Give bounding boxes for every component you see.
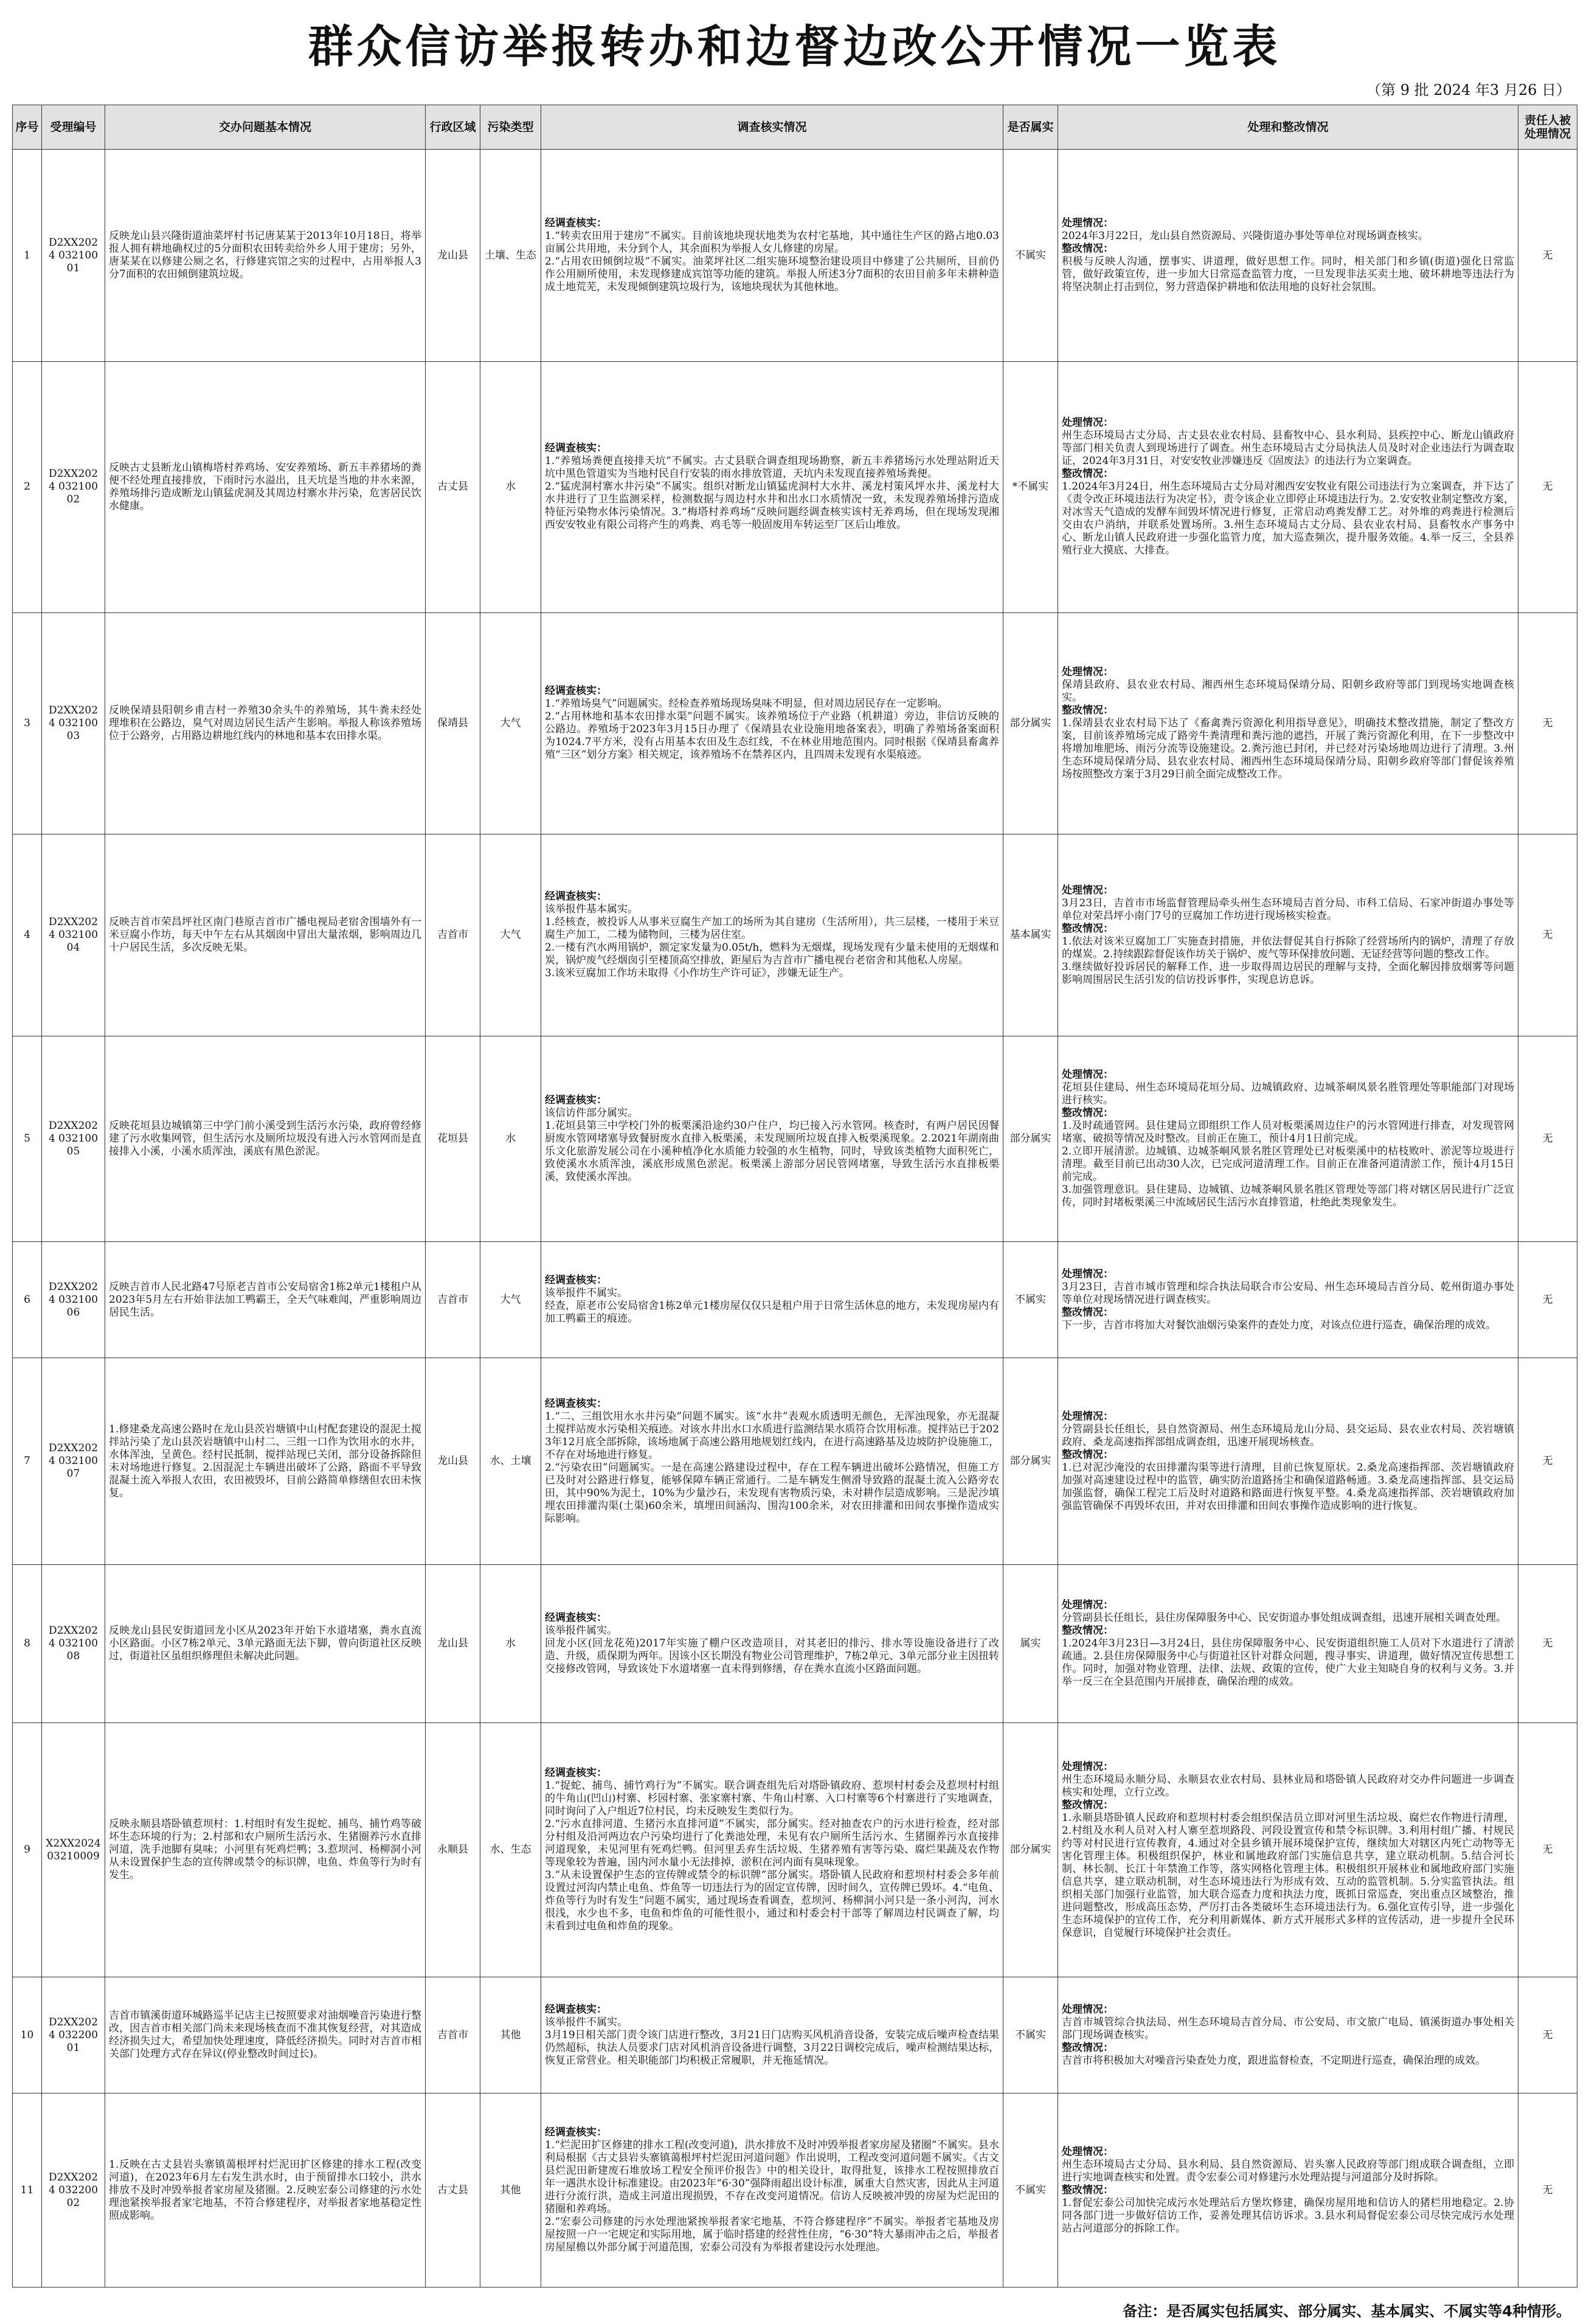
cell-region: 保靖县 (426, 612, 480, 834)
paragraph-text: 分管副县长任组长，县住房保障服务中心、民安街道办事处组成调查组，迅速开展相关调查处理。 (1062, 1611, 1506, 1624)
table-row (13, 1977, 1577, 2093)
paragraph (545, 217, 999, 255)
cell-region: 吉首市 (426, 1977, 480, 2093)
paragraph (545, 1094, 999, 1120)
section-heading: 处理情况： (1062, 1760, 1113, 1773)
paragraph (545, 916, 999, 942)
section-heading: 整改情况： (1062, 468, 1113, 480)
paragraph (545, 1767, 999, 1818)
cell-basic: 反映花垣县边城镇第三中学门前小溪受到生活污水污染，政府曾经修建了污水收集网管，但生活污水及厕所垃圾没有进入污水管网而是直接排入小溪，小溪水质浑浊，溪底有黑色淤泥。 (105, 1036, 426, 1242)
cell-ptype: 土壤、生态 (480, 150, 541, 362)
table-row (13, 834, 1577, 1036)
paragraph (1062, 1625, 1514, 1688)
cell-handle (1058, 1242, 1518, 1358)
paragraph-text: 该举报件不属实。 (545, 2016, 628, 2028)
paragraph (1062, 1599, 1514, 1625)
paragraph (545, 710, 999, 761)
cell-basic: 反映保靖县阳朝乡甫吉村一养殖30余头牛的养殖场，其牛粪未经处理堆积在公路边，臭气对周边居民生活产生影响。举报人称该养殖场位于公路旁，占用路边耕地红线内的林地和基本农田排水渠。 (105, 612, 426, 834)
cell-region: 花垣县 (426, 1036, 480, 1242)
paragraph (1062, 1306, 1514, 1332)
paragraph-text: 下一步，吉首市将加大对餐饮油烟污染案件的查处力度，对该点位进行巡查，确保治理的成效。 (1062, 1319, 1496, 1331)
cell-seq: 6 (13, 1242, 42, 1358)
paragraph-text: 1.花垣县第三中学校门外的板栗溪沿途约30户住户，均已接入污水管网。核查时，有两户居民因餐厨废水管网堵塞导致餐厨废水直排入板栗溪，未发现厕所垃圾直排入板栗溪现象。2.2021年湖南曲乐文化旅游发展公司在小溪种植净化水质能力较强的水生植物，同时，导致该类植物大面积死亡，致使溪水水质浑浊，溪底形成黑色淤泥。板栗溪上游部分居民管网堵塞，导致生活污水直排板栗溪，致使溪水浑浊。 (545, 1120, 999, 1184)
paragraph-text: 1.及时疏通管网。县住建局立即组织工作人员对板栗溪周边住户的污水管网进行排查，对发现管网堵塞、破损等情况及时整改。目前正在施工，预计4月1日前完成。 (1062, 1120, 1514, 1145)
paragraph (545, 1120, 999, 1184)
cell-verify (541, 150, 1003, 362)
paragraph (1062, 243, 1514, 294)
cell-resp: 无 (1518, 834, 1577, 1036)
cell-ptype: 其他 (480, 1977, 541, 2093)
paragraph-text: 1.“转卖农田用于建房”不属实。目前该地块现状地类为农村宅基地，其中通往生产区的路占地0.03亩属公共用地，未分到个人，其余面积为举报人女儿修建的房屋。 (545, 230, 999, 255)
cell-ptype: 水 (480, 1036, 541, 1242)
cell-seq: 3 (13, 612, 42, 834)
paragraph-text: 3.继续做好投诉居民的解释工作，进一步取得周边居民的理解与支持，全面化解因排放烟雾等问题影响周围居民生活引发的信访投诉事件，实现息访息诉。 (1062, 960, 1514, 986)
section-heading: 经调查核实： (545, 1767, 607, 1780)
paragraph (545, 2126, 999, 2216)
col-real: 是否属实 (1003, 105, 1058, 150)
paragraph-text: 2.“污水直排河道、生猪污水直排河道”不属实，部分属实。经对抽查农户的污水进行检查，经对部分村组及沿河两边农户污染均进行了化粪池处理，未见有农户厕所生活污水、生猪圈养污水直接排河道现象，未见河里有死鸡烂鸭。但河里丢弃生活垃圾、生猪养殖有害等污染、腐烂果蔬及农作物等现象较为普遍，国内河水量小无法排掉，淤积在河内面有臭味现象。 (545, 1818, 999, 1869)
paragraph-text: 2.立即开展清淤。边城镇、边城茶峒风景名胜区管理处已对板栗溪中的枯枝败叶、淤泥等垃圾进行清理。截至目前已出动30人次，已完成河道清理工作。目前正在准备河道清淤工作，预计4月15日前完成。 (1062, 1145, 1514, 1184)
cell-basic: 反映吉首市人民北路47号原老吉首市公安局宿舍1栋2单元1楼租户从2023年5月左右开始非法加工鸭霸王，全天气味难闻，严重影响周边居民生活。 (105, 1242, 426, 1358)
cell-real: 不属实 (1003, 1977, 1058, 2093)
paragraph (545, 967, 999, 980)
table-row (13, 612, 1577, 834)
cell-region: 吉首市 (426, 834, 480, 1036)
batch-info: （第 9 批 2024 年3 月26 日） (1366, 82, 1571, 99)
section-heading: 整改情况： (1062, 1624, 1113, 1637)
paragraph (1062, 217, 1514, 243)
paragraph (545, 2029, 999, 2067)
paragraph (545, 480, 999, 532)
paragraph (1062, 1184, 1514, 1209)
cell-resp: 无 (1518, 362, 1577, 613)
section-heading: 整改情况： (1062, 1107, 1113, 1120)
col-basic: 交办问题基本情况 (105, 105, 426, 150)
cell-real: 基本属实 (1003, 834, 1058, 1036)
cell-handle (1058, 1036, 1518, 1242)
page-title: 群众信访举报转办和边督边改公开情况一览表 (308, 21, 1281, 73)
cell-id: D2XX2024 03210001 (42, 150, 105, 362)
section-heading: 经调查核实： (545, 1274, 607, 1287)
cell-basic: 反映龙山县民安街道回龙小区从2023年开始下水道堵塞，粪水直流小区路面。小区7栋2单元、3单元路面无法下脚，曾向街道社区反映过，街道社区虽组织修理但未解决此问题。 (105, 1564, 426, 1722)
cell-ptype: 大气 (480, 612, 541, 834)
paragraph (545, 1462, 999, 1525)
paragraph-text: 3月23日，吉首市市场监督管理局牵头州生态环境局吉首分局、市科工信局、石家冲街道办事处等单位对荣昌坪小南门7号的豆腐加工作坊进行现场核实检查。 (1062, 897, 1514, 922)
cell-resp: 无 (1518, 1242, 1577, 1358)
paragraph-text: 经查，原老市公安局宿舍1栋2单元1楼房屋仅仅只是租户用于日常生活休息的地方，未发现房屋内有加工鸭霸王的痕迹。 (545, 1300, 999, 1325)
paragraph-text: 1.依法对该米豆腐加工厂实施查封措施，并依法督促其自行拆除了经营场所内的锅炉，清理了存放的煤炭。2.持续跟踪督促该作坊关于锅炉、废气等环保排放问题、无证经营等问题的整改工作。 (1062, 935, 1514, 960)
col-verify: 调查核实情况 (541, 105, 1003, 150)
paragraph-text: 1.督促宏泰公司加快完成污水处理站后方堡坎修建，确保房屋用地和信访人的猪栏用地稳定。2.协同各部门进一步做好信访工作，妥善处理其信访诉求。3.县水利局督促宏泰公司尽快完成污水处理站占河道部分的拆除工作。 (1062, 2196, 1514, 2235)
col-ptype: 污染类型 (480, 105, 541, 150)
paragraph-text: 州生态环境局永顺分局、永顺县农业农村局、县林业局和塔卧镇人民政府对交办件问题进一步调查核实和处理，立行立改。 (1062, 1773, 1514, 1798)
paragraph-text: 1.“养殖场粪便直接排天坑”不属实。古丈县联合调查组现场勘察，新五丰养猪场污水处理站附近天坑中黑色管道实为当地村民自行安装的雨水排放管道，天坑内未发现直接养殖场粪便。 (545, 455, 999, 480)
paragraph-text: 1.“养殖场臭气”问题属实。经检查养殖场现场臭味不明显，但对周边居民存在一定影响。 (545, 698, 948, 710)
section-heading: 处理情况： (1062, 665, 1113, 678)
cell-id: D2XX2024 03210006 (42, 1242, 105, 1358)
cell-verify (541, 1358, 1003, 1564)
paragraph (545, 1300, 999, 1325)
paragraph (1062, 1761, 1514, 1799)
cell-seq: 11 (13, 2093, 42, 2288)
cell-real: 部分属实 (1003, 612, 1058, 834)
paragraph-text: 州生态环境局古丈分局、县水利局、县自然资源局、岩头寨人民政府等部门组成联合调查组，立即进行实地调查核实和处置。责令宏泰公司对修建污水处理站提与河道部分及时拆除。 (1062, 2158, 1514, 2184)
paragraph (545, 1612, 999, 1637)
section-heading: 整改情况： (1062, 1306, 1113, 1319)
cell-verify (541, 1036, 1003, 1242)
cell-basic: 吉首市镇溪街道环城路巡半记店主已按照要求对油烟噪音污染进行整改，因吉首市相关部门尚未来现场核查而不准其恢复经营，对其造成经济损失过大，希望加快处理速度，降低经济损失。同时对吉首市相关部门处理方式存在异议(停业整改时间过长)。 (105, 1977, 426, 2093)
section-heading: 经调查核实： (545, 890, 607, 903)
paragraph-text: 1.“二、三组饮用水水井污染”问题不属实。该“水井”表观水质透明无颜色，无浑浊现象，亦无混凝土搅拌站废水污染相关痕迹。对该水井出水口水质进行监测结果水质符合饮用标准。搅拌站已于2023年12月底全部拆除，该场地属于高速公路用地规划红线内，在进行高速路基及边坡防护设施施工，不存在对场地进行修复。 (545, 1410, 999, 1461)
cell-handle (1058, 150, 1518, 362)
paragraph (1062, 468, 1514, 557)
table-header-row (13, 105, 1577, 150)
paragraph (545, 255, 999, 294)
paragraph-text: 3.加强管理意识。县住建局、边城镇、边城茶峒风景名胜区管理处等部门将对辖区居民进行广泛宣传，同时封堵板栗溪三中流域居民生活污水直排管道，杜绝此类现象发生。 (1062, 1184, 1514, 1209)
cell-basic: 1.反映在古丈县岩头寨镇蔼根坪村烂泥田扩区修建的排水工程(改变河道)，在2023年6月左右发生洪水时，由于预留排水口较小，洪水排放不及时冲毁举报者家房屋及猪圈。2.反映宏泰公司修建的污水处理池紧挨举报者家宅地基，不符合修建程序，对举报者家地基稳定性照成影响。 (105, 2093, 426, 2288)
paragraph (1062, 884, 1514, 923)
paragraph (545, 1398, 999, 1462)
paragraph (1062, 2146, 1514, 2184)
paragraph (1062, 704, 1514, 781)
paragraph-text: 保靖县政府、县农业农村局、湘西州生态环境局保靖分局、阳朝乡政府等部门到现场实地调查核实。 (1062, 678, 1514, 704)
paragraph (545, 1818, 999, 1869)
table-row (13, 1564, 1577, 1722)
paragraph-text: 1.2024年3月24日，州生态环境局古丈分局对湘西安安牧业有限公司违法行为立案调查，并下达了《责令改正环境违法行为决定书》，责令该企业立即停止环境违法行为。2.安安牧业制定整改方案，对冰雪天气造成的发酵车间毁坏情况进行修复，正常启动鸡粪发酵工艺。对外堆的鸡粪进行检测后交由农户消纳，并联系处置场所。3.州生态环境局古丈分局、县农业农村局、县畜牧水产事务中心、断龙山镇人民政府进一步强化监管力度，加大巡查频次，提升服务效能。4.举一反三，全县养殖行业大摸底、大排查。 (1062, 480, 1514, 557)
cell-real: 部分属实 (1003, 1358, 1058, 1564)
col-seq: 序号 (13, 105, 42, 150)
paragraph (1062, 666, 1514, 704)
paragraph (1062, 1145, 1514, 1184)
paragraph (1062, 2003, 1514, 2042)
cell-resp: 无 (1518, 1977, 1577, 2093)
cell-region: 永顺县 (426, 1723, 480, 1977)
paragraph (1062, 1410, 1514, 1449)
section-heading: 整改情况： (1062, 1448, 1113, 1461)
paragraph (545, 2216, 999, 2254)
paragraph (1062, 417, 1514, 468)
paragraph-text: 3月19日相关部门责令该门店进行整改，3月21日门店购买风机消音设备，安装完成后噪声检查结果仍然超标，执法人员要求门店对风机消音设备进行调整，3月22日调校完成后，噪声检测结果达标，恢复正常营业。相关职能部门均积极正常履职，并无拖延情况。 (545, 2028, 999, 2067)
cell-region: 龙山县 (426, 1358, 480, 1564)
section-heading: 经调查核实： (545, 217, 607, 229)
cell-verify (541, 834, 1003, 1036)
section-heading: 经调查核实： (545, 1611, 607, 1624)
cell-real: 属实 (1003, 1564, 1058, 1722)
paragraph-text: 该举报件基本属实。 (545, 903, 638, 916)
footnote: 备注：是否属实包括属实、部分属实、基本属实、不属实等4种情形。 (1123, 2303, 1571, 2320)
paragraph-text: 回龙小区(回龙花苑)2017年实施了棚户区改造项目，对其老旧的排污、排水等设施设备进行了改造、升级，质保期为两年。因该小区长期没有物业公司管理维护，7栋2单元、3单元部分业主因扭转交接修改管网，导致该处下水道堵塞一直未得到修缮，存在粪水直流小区路面问题。 (545, 1637, 999, 1675)
cell-seq: 7 (13, 1358, 42, 1564)
section-heading: 处理情况： (1062, 1069, 1113, 1081)
paragraph-text: 1.已对泥沙淹没的农田排灌沟渠等进行清理，目前已恢复原状。2.桑龙高速指挥部、茨岩塘镇政府加强对高速建设过程中的监管，确实防治道路扬尘和确保道路畅通。3.桑龙高速指挥部、县交运局加强监督，确保工程完工后及时对道路和路面进行恢复平整。4.桑龙高速指挥部、茨岩塘镇政府加强监管确保不再毁坏农田，并对农田排灌和田间农事操作造成影响的进行恢复。 (1062, 1461, 1514, 1512)
paragraph (545, 442, 999, 480)
cell-seq: 9 (13, 1723, 42, 1977)
section-heading: 处理情况： (1062, 2003, 1113, 2016)
cell-id: D2XX2024 03210002 (42, 362, 105, 613)
cell-ptype: 其他 (480, 2093, 541, 2288)
paragraph-text: 吉首市城管综合执法局、州生态环境局吉首分局、市公安局、市文旅广电局、镇溪街道办事处相关部门现场调查核实。 (1062, 2016, 1514, 2041)
cell-seq: 10 (13, 1977, 42, 2093)
paragraph-text: 1.经核查，被投诉人从事米豆腐生产加工的场所为其自建房（生活所用），共三层楼，一楼用于米豆腐生产加工，二楼为储物间，三楼为居住室。 (545, 916, 999, 942)
section-heading: 经调查核实： (545, 2126, 607, 2139)
section-heading: 处理情况： (1062, 884, 1113, 897)
paragraph (1062, 961, 1514, 987)
paragraph-text: 积极与反映人沟通，摆事实、讲道理，做好思想工作。同时，相关部门和乡镇(街道)强化日常监管，做好政策宣传，进一步加大日常巡查监管力度，一旦发现非法买卖土地、破坏耕地等违法行为将坚决制止打击到位，努力营造保护耕地和依法用地的良好社会氛围。 (1062, 255, 1514, 293)
section-heading: 整改情况： (1062, 2184, 1113, 2196)
cell-ptype: 大气 (480, 834, 541, 1036)
paragraph-text: 1.“烂泥田扩区修建的排水工程(改变河道)，洪水排放不及时冲毁举报者家房屋及猪圈”不属实。县水利局根据《古丈县岩头寨镇蔼根坪村烂泥田河道问题》作出说明，工程改变河道问题不属实。《古文县烂泥田新建废石堆放场工程安全预评价报告》中的相关设计，取得批复，该排水工程按照排放百年一遇洪水设计标准建设。由2023年“6·30”强降雨超出设计标准，属重大自然灾害，因此从主河道进行分流行洪，造成主河道出现损毁，不存在改变河道情况。信访人反映被冲毁的房屋为烂泥田的猪圈和养鸡场。 (545, 2139, 999, 2216)
cell-handle (1058, 362, 1518, 613)
cell-basic: 1.修建桑龙高速公路时在龙山县茨岩塘镇中山村配套建设的混泥土搅拌站污染了龙山县茨岩塘镇中山村二、三组一口作为饮用水的水井，水体浑浊，呈黄色。经村民抵制，搅拌站现已关闭，部分设备拆除但未对场地进行修复。2.因混泥土车辆进出破坏了公路，路面不平导致混凝土流入举报人农田，农田被毁坏，目前公路简单修缮但农田未恢复。 (105, 1358, 426, 1564)
cell-id: D2XX2024 03210005 (42, 1036, 105, 1242)
cell-resp: 无 (1518, 1723, 1577, 1977)
cell-region: 古丈县 (426, 2093, 480, 2288)
section-heading: 处理情况： (1062, 2145, 1113, 2158)
cell-ptype: 水、生态 (480, 1723, 541, 1977)
paragraph-text: 2.“宏泰公司修建的污水处理池紧挨举报者家宅地基，不符合修建程序”不属实。举报者宅基地及房屋按照一户一宅规定和实际用地，属于临时搭建的经营性住房，“6·30”特大暴雨冲击之后，举报者房屋屋檐以外部分属于河道范围，宏泰公司没有为举报者建设污水处理池。 (545, 2216, 999, 2254)
cell-ptype: 水 (480, 1564, 541, 1722)
cell-resp: 无 (1518, 1036, 1577, 1242)
cell-ptype: 水、土壤 (480, 1358, 541, 1564)
cell-basic: 反映古丈县断龙山镇梅塔村养鸡场、安安养殖场、新五丰养猪场的粪便不经处理直接排放，下雨时污水溢出，且天坑是当地的井水来源，养殖场排污造成断龙山镇猛虎洞及其周边村寨水井污染，危害居民饮水健康。 (105, 362, 426, 613)
paragraph (545, 1869, 999, 1933)
cell-handle (1058, 2093, 1518, 2288)
paragraph-text: 2.一楼有汽水两用锅炉，额定家发量为0.05t/h，燃料为无烟煤，现场发现有少量未使用的无烟煤和炭，锅炉废气经烟囱引至楼顶高空排放，距屋后为吉首市广播电视台老宿舍和其他私人房屋。 (545, 942, 999, 967)
cell-id: D2XX2024 03210003 (42, 612, 105, 834)
paragraph-text: 分管副县长任组长，县自然资源局、州生态环境局龙山分局、县交运局、县农业农村局、茨岩塘镇政府、桑龙高速指挥部组成调查组，迅速开展现场核查。 (1062, 1423, 1514, 1448)
cell-id: D2XX2024 03210008 (42, 1564, 105, 1722)
paragraph (545, 685, 999, 710)
paragraph-text: 3.“从未设置保护生态的宣传牌或禁令的标识牌”部分属实。塔卧镇人民政府和惹坝村村委会多年前设置过河沟内禁止电鱼、炸鱼等一切违法行为的固定宣传牌，因时间久，宣传牌已毁坏。4.“电鱼、炸鱼等行为时有发生”问题不属实，通过现场查看调查，惹坝河、杨柳洞小河只是一条小河沟，河水很浅，水少也不多，电鱼和炸鱼的可能性很小，通过和村委会村干部等了解周边村民调查了解，均未看到过电鱼和炸鱼的现象。 (545, 1869, 999, 1933)
cell-handle (1058, 1564, 1518, 1722)
paragraph-text: 2.“污染农田”问题属实。一是在高速公路建设过程中，存在工程车辆进出破坏公路情况，但施工方已及时对公路进行修复，能够保障车辆正常通行。二是车辆发生侧滑导致路的混凝土流入公路旁农田，其中90%为泥土，10%为少量沙石，未发现有害物质污染，未对耕作层造成影响。三是泥沙填埋农田排灌沟渠(土渠)60余米，填埋田间涵沟、围沟100余米，对农田排灌和田间农事操作造成实际影响。 (545, 1461, 999, 1525)
disclosure-table (12, 105, 1577, 2288)
col-resp: 责任人被处理情况 (1518, 105, 1577, 150)
section-heading: 处理情况： (1062, 1268, 1113, 1280)
cell-handle (1058, 834, 1518, 1036)
paragraph-text: 吉首市将积极加大对噪音污染查处力度，跟进监督检查，不定期进行巡查，确保治理的成效。 (1062, 2054, 1486, 2067)
paragraph (545, 2003, 999, 2029)
cell-handle (1058, 1977, 1518, 2093)
table-row (13, 1723, 1577, 1977)
paragraph-text: 2.“猛虎洞村寨水井污染”不属实。组织对断龙山镇猛虎洞村大水井、溪龙村策风坪水井、溪龙村大水井进行了卫生监测采样，检测数据与周边村水井和出水口水质情况一致，未发现养殖场排污造成特征污染物水体污染情况。3.“梅塔村养鸡场”反映问题经调查核实该村无养鸡场，但在现场发现湘西安安牧业有限公司将产生的鸡粪、鸡毛等一般固废用车转运至厂区后山堆放。 (545, 480, 999, 532)
cell-verify (541, 1723, 1003, 1977)
paragraph (1062, 923, 1514, 961)
section-heading: 处理情况： (1062, 217, 1113, 229)
paragraph-text: 该举报件属实。 (545, 1624, 617, 1637)
cell-resp: 无 (1518, 612, 1577, 834)
cell-handle (1058, 1358, 1518, 1564)
cell-real: 不属实 (1003, 150, 1058, 362)
cell-real: 不属实 (1003, 2093, 1058, 2288)
cell-region: 古丈县 (426, 362, 480, 613)
cell-verify (541, 1977, 1003, 2093)
paragraph (1062, 1268, 1514, 1306)
cell-handle (1058, 612, 1518, 834)
paragraph-text: 该信访件部分属实。 (545, 1107, 638, 1120)
cell-id: X2XX2024 03210009 (42, 1723, 105, 1977)
section-heading: 经调查核实： (545, 442, 607, 455)
cell-real: 部分属实 (1003, 1036, 1058, 1242)
section-heading: 经调查核实： (545, 685, 607, 698)
cell-id: D2XX2024 03220002 (42, 2093, 105, 2288)
paragraph-text: 花垣县住建局、州生态环境局花垣分局、边城镇政府、边城茶峒凤景名胜管理处等职能部门对现场进行核实。 (1062, 1081, 1514, 1107)
cell-seq: 2 (13, 362, 42, 613)
col-id: 受理编号 (42, 105, 105, 150)
cell-verify (541, 1564, 1003, 1722)
paragraph-text: 1.2024年3月23日—3月24日，县住房保障服务中心、民安街道组织施工人员对下水道进行了清淤疏通。2.县住房保障服务中心与街道社区针对群众问题，搜寻事实、讲道理，做好情况宣传思想工作。同时，加强对物业管理、法律、法规、政策的宣传，使广大业主知晓自身的权利与义务。3.并举一反三在全县范围内开展排查，确保治理的成效。 (1062, 1637, 1514, 1688)
cell-id: D2XX2024 03210007 (42, 1358, 105, 1564)
cell-resp: 无 (1518, 1564, 1577, 1722)
paragraph (545, 1637, 999, 1676)
paragraph (1062, 1107, 1514, 1145)
cell-real: 部分属实 (1003, 1723, 1058, 1977)
cell-seq: 1 (13, 150, 42, 362)
cell-basic: 反映龙山县兴隆街道油菜坪村书记唐某某于2013年10月18日，将举报人拥有耕地确权过的5分面积农田转卖给外乡人用于建房；另外，唐某某在以修建公厕之名，行修建宾馆之实的过程中，占用举报人3分7面积的农田倾倒建筑垃圾。 (105, 150, 426, 362)
cell-handle (1058, 1723, 1518, 1977)
paragraph-text: 2.“占用农田倾倒垃圾”不属实。油菜坪社区二组实施环境整治建设项目中修建了公共厕所，目前仍作公用厕所使用，未发现修建成宾馆等功能的建筑。举报人所述3分7面积的农田目前多年未耕种造成土地荒芜，未发现倾倒建筑垃圾行为，该地块现状为其他林地。 (545, 255, 999, 293)
section-heading: 整改情况： (1062, 243, 1113, 255)
section-heading: 整改情况： (1062, 704, 1113, 716)
cell-verify (541, 1242, 1003, 1358)
paragraph (1062, 2184, 1514, 2235)
paragraph (1062, 1449, 1514, 1513)
table-row (13, 2093, 1577, 2288)
paragraph-text: 1.保靖县农业农村局下达了《畜禽粪污资源化利用指导意见》，明确技术整改措施，制定了整改方案，目前该养殖场完成了路旁牛粪清理和粪污池的遮挡，开展了粪污资源化利用，在下一步整改中将增加堆肥场、雨污分流等设施建设。2.粪污池已封闭，并已经对污染场地周边进行了清理。3.州生态环境局保靖分局、县农业农村局、湘西州生态环境局保靖分局、阳朝乡政府等部门督促该养殖场按照整改方案于3月29日前全面完成整改工作。 (1062, 716, 1514, 780)
paragraph-text: 3.该米豆腐加工作坊未取得《小作坊生产许可证》，涉嫌无证生产。 (545, 967, 850, 980)
cell-basic: 反映吉首市荣昌坪社区南门巷原吉首市广播电视局老宿舍围墙外有一米豆腐小作坊，每天中午左右从其烟囱中冒出大量浓烟，影响周边几十户居民生活，多次反映无果。 (105, 834, 426, 1036)
cell-seq: 8 (13, 1564, 42, 1722)
paragraph (545, 1274, 999, 1300)
paragraph-text: 1.永顺县塔卧镇人民政府和惹坝村村委会组织保洁员立即对河里生活垃圾、腐烂农作物进行清理，2.村组及水利人员对入村人寨至惹坝路段、河段设置宣传和禁令标识牌。3.利用村组广播、村规民约等对村民进行宣传教育，4.通过对全县乡镇开展环境保护宣传，继续加大对辖区内死亡动物等无害化管理主体。积极组织保护，林业和属地政府部门实施信息共享，建立联动机制。5.结合河长制、林长制、长江十年禁渔工作等，落实网格化管理主体。积极组织开展林业和属地政府部门实施信息共享，建立联动机制，对生态环境违法行为形成有效、互动的监管机制。5.分实监管执法。组织相关部门加强行业监管，加大联合巡查力度和执法力度，既抓日常巡查，突出重点区域整治，推进问题整改，形成高压态势，严厉打击各类破坏生态环境违法行为。6.强化宣传引导，进一步强化生态环境保护的宣传工作，充分利用新媒体、新方式开展形式多样的宣传活动，进一步提升全民环保意识，自觉履行环境保护社会责任。 (1062, 1811, 1514, 1939)
cell-basic: 反映永顺县塔卧镇惹坝村：1.村组时有发生捉蛇、捕鸟、捕竹鸡等破坏生态环境的行为；2.村部和农户厕所生活污水、生猪圈养污水直排河道，洗手池脚有臭味；小河里有死鸡烂鸭；3.惹坝河、杨柳洞小河从未设置保护生态的宣传牌或禁令的标识牌，电鱼、炸鱼等行为时有发生。 (105, 1723, 426, 1977)
paragraph-text: 州生态环境局古丈分局、古丈县农业农村局、县畜牧中心、县水利局、县疾控中心、断龙山镇政府等部门相关负责人到现场进行了调查。州生态环境局古丈分局执法人员及时对企业违法行为调查取证，2024年3月31日，对安安牧业涉嫌违反《固废法》的违法行为立案调查。 (1062, 429, 1514, 468)
paragraph (1062, 1799, 1514, 1940)
section-heading: 经调查核实： (545, 1397, 607, 1410)
section-heading: 经调查核实： (545, 1094, 607, 1107)
table-row (13, 150, 1577, 362)
cell-id: D2XX2024 03220001 (42, 1977, 105, 2093)
section-heading: 处理情况： (1062, 1410, 1113, 1423)
cell-resp: 无 (1518, 1358, 1577, 1564)
paragraph (1062, 2042, 1514, 2067)
cell-verify (541, 2093, 1003, 2288)
paragraph-text: 2.“占用林地和基本农田排水渠”问题不属实。该养殖场位于产业路（机耕道）旁边，非信访反映的公路边。养殖场于2023年3月15日办理了《保靖县农业设施用地备案表》，明确了养殖场备案面积为1024.7平方米，没有占用基本农田及生态红线，不在林业用地范围内。同时根据《保靖县畜禽养殖“三区”划分方案》相关规定，该养殖场不在禁养区内，且四周未发现有水渠痕迹。 (545, 710, 999, 761)
cell-region: 龙山县 (426, 150, 480, 362)
paragraph-text: 该举报件不属实。 (545, 1287, 628, 1300)
cell-real: 不属实 (1003, 1242, 1058, 1358)
paragraph (545, 890, 999, 916)
cell-region: 吉首市 (426, 1242, 480, 1358)
table-row (13, 1358, 1577, 1564)
cell-resp: 无 (1518, 150, 1577, 362)
col-handle: 处理和整改情况 (1058, 105, 1518, 150)
cell-resp: 无 (1518, 2093, 1577, 2288)
section-heading: 整改情况： (1062, 922, 1113, 935)
cell-ptype: 水 (480, 362, 541, 613)
table-row (13, 1036, 1577, 1242)
cell-verify (541, 362, 1003, 613)
col-region: 行政区域 (426, 105, 480, 150)
paragraph (545, 942, 999, 967)
section-heading: 经调查核实： (545, 2003, 607, 2016)
cell-real: *不属实 (1003, 362, 1058, 613)
cell-seq: 4 (13, 834, 42, 1036)
section-heading: 整改情况： (1062, 1798, 1113, 1811)
section-heading: 处理情况： (1062, 417, 1113, 429)
paragraph-text: 3月23日，吉首市城市管理和综合执法局联合市公安局、州生态环境局吉首分局、乾州街道办事处等单位对现场情况进行调查核实。 (1062, 1280, 1514, 1306)
cell-id: D2XX2024 03210004 (42, 834, 105, 1036)
cell-verify (541, 612, 1003, 834)
section-heading: 处理情况： (1062, 1598, 1113, 1611)
cell-ptype: 大气 (480, 1242, 541, 1358)
paragraph (1062, 1069, 1514, 1107)
table-row (13, 362, 1577, 613)
section-heading: 整改情况： (1062, 2041, 1113, 2054)
table-row (13, 1242, 1577, 1358)
paragraph-text: 1.“捉蛇、捕鸟、捕竹鸡行为”不属实。联合调查组先后对塔卧镇政府、惹坝村村委会及惹坝村村组的牛角山(凹山)村寨、杉园村寨、张家寨村寨、牛角山村寨、入口村寨等6个村寨进行了实地调查，同时询问了入户组近7位村民，均未反映发生类似行为。 (545, 1780, 999, 1818)
paragraph-text: 2024年3月22日，龙山县自然资源局、兴隆街道办事处等单位对现场调查核实。 (1062, 230, 1428, 242)
cell-seq: 5 (13, 1036, 42, 1242)
cell-region: 龙山县 (426, 1564, 480, 1722)
